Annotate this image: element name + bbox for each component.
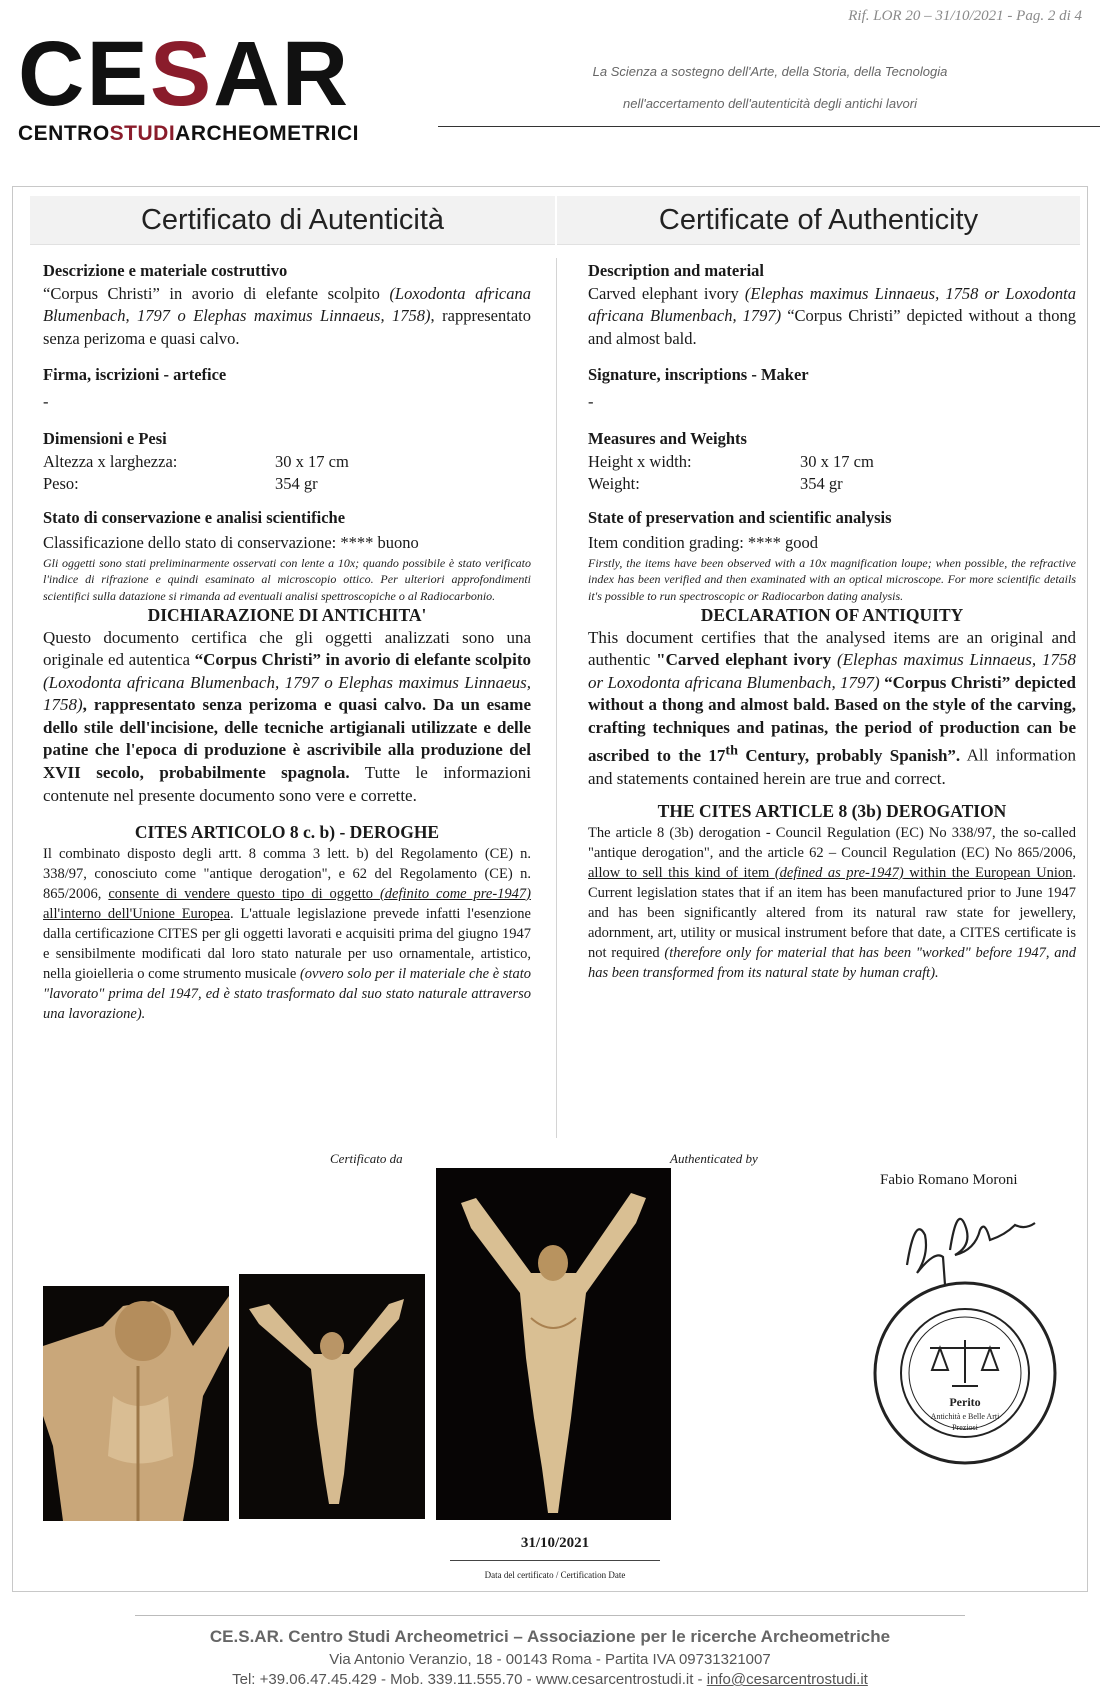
it-declaration-text xyxy=(43,627,531,808)
it-dim-value-2: 354 gr xyxy=(275,474,318,493)
it-cites-1: Il combinato disposto degli artt. 8 comma 3 lett. b) del Regolamento (CE) n. 338/97, conosciuto come "antique derogation", e 62 del Regolamento (CE) n. 865/2006, xyxy=(43,845,531,902)
it-cites-4: all'interno dell'Unione Europea xyxy=(43,905,230,922)
english-column xyxy=(588,260,1076,983)
it-desc-a: “Corpus Christi” in avorio di elefante scolpito xyxy=(43,283,390,303)
en-state-note: Firstly, the items have been observed with a 10x magnification loupe; when possible, the refractive index has been verified and then examinated with an optical microscope. For more scientific details it's possible to run spectroscopic or Radiocarbon dating analysis. xyxy=(588,555,1076,603)
it-description-text xyxy=(43,283,531,351)
en-decl-3: (Elephas maximus Linnaeus, 1758 or Loxodonta africana Blumenbach, 1797) xyxy=(588,650,1076,692)
logo-sub-b: STUDI xyxy=(109,122,176,145)
en-cites-3: (defined as pre-1947) xyxy=(774,864,904,881)
en-cites-6: (therefore only for material that has been "worked" before 1947, and has been transformed from its natural state by human craft). xyxy=(588,944,1076,981)
en-decl-4-sup: th xyxy=(725,742,738,759)
photo-detail-torso xyxy=(43,1286,229,1521)
en-dim-row-1 xyxy=(588,451,1076,474)
en-dim-label-1: Height x width: xyxy=(588,451,692,471)
handwritten-signature xyxy=(895,1195,1045,1290)
signature-image xyxy=(895,1195,1045,1290)
header-rule xyxy=(438,126,1100,127)
it-dimensions-heading: Dimensioni e Pesi xyxy=(43,429,167,448)
en-desc-c: “Corpus Christi” depicted without a thong and almost bald. xyxy=(588,306,1076,348)
date-rule xyxy=(450,1560,660,1561)
en-declaration-heading: DECLARATION OF ANTIQUITY xyxy=(700,605,964,625)
footer-contacts-text: Tel: +39.06.47.45.429 - Mob. 339.11.555.70 - www.cesarcentrostudi.it - xyxy=(232,1671,707,1688)
it-cites-6: (ovvero solo per il materiale che è stato "lavorato" prima del 1947, ed è stato trasformato dal suo stato naturale attraverso una lavorazione). xyxy=(43,965,531,1022)
it-cites-5: . L'attuale legislazione prevede infatti l'esenzione dalla certificazione CITES per gli oggetti lavorati e acquisiti prima del giugno 1947 e sensibilmente modificati dal loro stato naturale per uso ornamentale, artistico, nella gioielleria o come strumento musicale xyxy=(43,905,531,982)
it-state-heading: Stato di conservazione e analisi scientifiche xyxy=(43,507,346,527)
logo-wordmark xyxy=(18,23,398,125)
en-dim-label-2: Weight: xyxy=(588,474,640,493)
italian-column xyxy=(43,260,531,1024)
certification-date-label: Data del certificato / Certification Date xyxy=(484,1570,626,1580)
en-desc-a: Carved elephant ivory xyxy=(588,283,745,303)
en-cites-4: within the European Union xyxy=(903,864,1073,881)
logo-sub-c: ARCHEOMETRICI xyxy=(175,122,360,145)
en-dim-value-1: 30 x 17 cm xyxy=(800,451,874,471)
it-dim-label-1: Altezza x larghezza: xyxy=(43,451,178,471)
it-dim-row-1 xyxy=(43,451,531,474)
footer-contacts xyxy=(0,1671,1100,1688)
en-signature-heading: Signature, inscriptions - Maker xyxy=(588,365,809,384)
en-cites-heading: THE CITES ARTICLE 8 (3b) DEROGATION xyxy=(657,801,1007,822)
official-seal xyxy=(870,1278,1060,1468)
it-cites-3: (definito come pre-1947) xyxy=(379,885,531,902)
it-decl-1: Questo documento certifica che gli oggetti analizzati sono una originale ed autentica xyxy=(43,627,531,670)
en-dim-row-2 xyxy=(588,473,1076,496)
it-dim-value-1: 30 x 17 cm xyxy=(275,451,349,471)
it-decl-3: (Loxodonta africana Blumenbach, 1797 o Elephas maximus Linnaeus, 1758) xyxy=(43,672,531,715)
authenticated-by-label: Authenticated by xyxy=(670,1151,758,1166)
it-decl-2: “Corpus Christi” in avorio di elefante scolpito xyxy=(194,650,531,670)
photo-full-figure xyxy=(239,1274,425,1519)
logo-sub-a: CENTRO xyxy=(18,122,110,145)
it-dim-label-2: Peso: xyxy=(43,474,79,493)
certified-by-label: Certificato da xyxy=(330,1151,403,1166)
it-state-note: Gli oggetti sono stati preliminarmente osservati con lente a 10x; quando possibile è stato verificato l'indice di rifrazione e quindi esaminato al microscopio ottico. Per ulteriori approfondimenti scientifici sulla datazione si rimanda ad eventuali analisi spettroscopiche o al Radiocarbonio. xyxy=(43,555,531,603)
footer-organization: CE.S.AR. Centro Studi Archeometrici – Associazione per le ricerche Archeometriche xyxy=(209,1627,891,1646)
it-signature-heading: Firma, iscrizioni - artefice xyxy=(43,365,227,384)
en-dim-value-2: 354 gr xyxy=(800,474,843,493)
photo-main-figure xyxy=(436,1168,671,1520)
en-signature-value: - xyxy=(588,391,594,411)
en-state-grade: Item condition grading: **** good xyxy=(588,533,819,552)
en-decl-2: "Carved elephant ivory xyxy=(656,650,838,670)
en-description-text xyxy=(588,283,1076,351)
footer-email-link[interactable]: info@cesarcentrostudi.it xyxy=(706,1671,868,1688)
en-cites-5: . Current legislation states that if an item has been manufactured prior to June 1947 and has been significantly altered from its natural raw state for jewellery, adornment, art, utility or musical instrument before that date, a CITES certificate is not required xyxy=(588,864,1076,961)
it-cites-heading: CITES ARTICOLO 8 c. b) - DEROGHE xyxy=(134,822,440,843)
photo-full-figure-image xyxy=(239,1274,425,1519)
en-decl-4a: “Corpus Christi” depicted without a thong and almost bald. Based on the style of the carving, crafting techniques and patinas, the period of production can be ascribed to the 17 xyxy=(588,672,1076,766)
en-decl-1: This document certifies that the analysed items are an original and authentic xyxy=(588,627,1076,670)
certification-date: 31/10/2021 xyxy=(520,1535,590,1551)
tagline-1: La Scienza a sostegno dell'Arte, della Storia, della Tecnologia xyxy=(592,64,948,79)
page-reference: Rif. LOR 20 – 31/10/2021 - Pag. 2 di 4 xyxy=(848,8,1082,24)
it-dim-row-2 xyxy=(43,473,531,496)
en-description-heading: Description and material xyxy=(588,261,764,280)
footer-address: Via Antonio Veranzio, 18 - 00143 Roma - Partita IVA 09731321007 xyxy=(329,1651,771,1668)
it-desc-species: (Loxodonta africana Blumenbach, 1797 o Elephas maximus Linnaeus, 1758) xyxy=(43,283,531,325)
it-decl-4: , rappresentato senza perizoma e quasi calvo. Da un esame dello stile dell'incisione, delle tecniche artigianali utilizzate e delle patine che l'epoca di produzione è ascrivibile alla produzione del XVII secolo, probabilmente spagnola. xyxy=(43,695,531,783)
en-desc-species: (Elephas maximus Linnaeus, 1758 or Loxodonta africana Blumenbach, 1797) xyxy=(588,283,1076,325)
seal-image xyxy=(870,1278,1060,1468)
it-decl-5: Tutte le informazioni contenute nel presente documento sono vere e corrette. xyxy=(43,763,531,805)
en-cites-text xyxy=(588,823,1076,983)
signer-name: Fabio Romano Moroni xyxy=(880,1172,1018,1188)
en-declaration-text xyxy=(588,627,1076,791)
seal-perito: Perito xyxy=(949,1395,981,1409)
en-state-heading: State of preservation and scientific analysis xyxy=(588,507,892,527)
en-decl-5: All information and statements contained herein are true and correct. xyxy=(588,746,1076,788)
it-state-grade: Classificazione dello stato di conservazione: **** buono xyxy=(43,533,419,552)
logo-subtitle xyxy=(18,122,398,146)
photo-main-figure-image xyxy=(436,1168,671,1520)
title-english: Certificate of Authenticity xyxy=(557,196,1080,245)
footer-rule xyxy=(135,1615,965,1616)
it-desc-c: , rappresentato senza perizoma e quasi calvo. xyxy=(43,306,532,348)
en-cites-2: allow to sell this kind of item xyxy=(588,864,775,881)
en-cites-1: The article 8 (3b) derogation - Council Regulation (EC) No 338/97, the so-called "antique derogation", and the article 62 – Council Regulation (EC) No 865/2006, xyxy=(588,824,1076,861)
en-measures-heading: Measures and Weights xyxy=(588,429,747,448)
cesar-logo xyxy=(18,23,398,146)
logo-wordmark-s: S xyxy=(149,23,214,125)
logo-wordmark-b: AR xyxy=(213,23,351,125)
it-declaration-heading: DICHIARAZIONE DI ANTICHITA' xyxy=(147,605,427,625)
column-divider xyxy=(556,258,557,1138)
en-decl-4b: Century, probably Spanish”. xyxy=(737,746,961,766)
tagline-2: nell'accertamento dell'autenticità degli antichi lavori xyxy=(622,96,918,111)
it-cites-2: consente di vendere questo tipo di oggetto xyxy=(108,885,380,902)
it-signature-value: - xyxy=(43,391,49,411)
it-description-heading: Descrizione e materiale costruttivo xyxy=(43,261,288,280)
logo-wordmark-a: CE xyxy=(18,23,150,125)
seal-line-3: Preziosi xyxy=(952,1423,978,1432)
title-italian: Certificato di Autenticità xyxy=(30,196,555,245)
photo-detail-torso-image xyxy=(43,1286,229,1521)
it-cites-text xyxy=(43,844,531,1024)
seal-line-2: Antichità e Belle Arti xyxy=(930,1412,1000,1421)
